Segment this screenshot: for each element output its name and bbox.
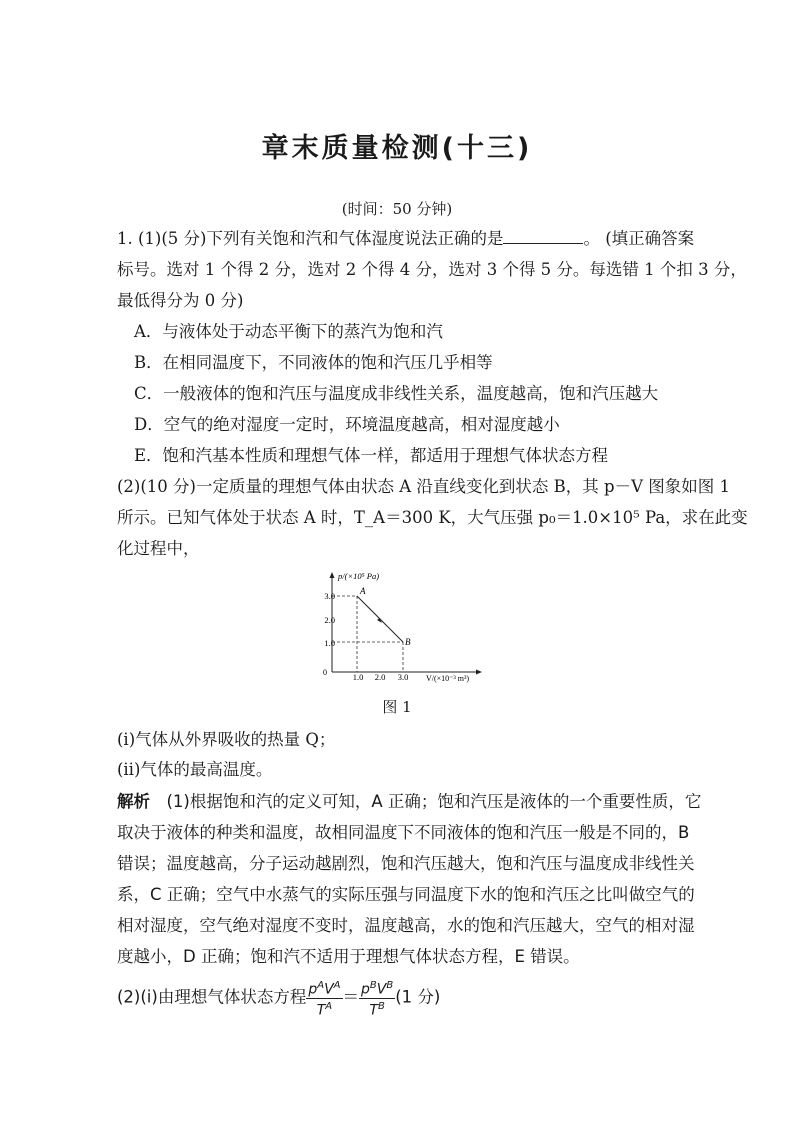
answer-line-1 [117,792,702,812]
figure-caption: 图 1 [382,698,412,716]
formula-score: (1 分) [395,987,441,1007]
answer-blank [503,229,583,244]
q1-part2-line3: 化过程中， [117,539,200,558]
y-axis-arrow [330,572,335,578]
answer-label: 解析 [117,792,150,811]
x-axis-arrow [476,670,482,675]
q1-part1-text-tail: 。 (填正确答案 [583,229,695,248]
y-axis-label: p/(×10⁵ Pa) [338,571,380,581]
y-tick-label: 3.0 [324,591,335,601]
page-title: 章末质量检测(十三) [261,133,533,164]
y-tick-label: 1.0 [324,638,335,648]
option-a: A．与液体处于动态平衡下的蒸汽为饱和汽 [134,322,443,341]
point-a-label: A [360,586,366,596]
q1-part1-line2: 标号。选对 1 个得 2 分，选对 2 个得 4 分，选对 3 个得 5 分。每选错 1 个扣 3 分， [117,260,747,279]
formula-prefix: (2)(ⅰ)由理想气体状态方程 [117,987,307,1007]
y-tick-label: 2.0 [324,615,335,625]
pv-diagram [300,568,500,686]
sub-question-i: (ⅰ)气体从外界吸收的热量 Q； [117,730,336,749]
sub-question-ii: (ⅱ)气体的最高温度。 [117,760,273,779]
answer-line-5: 相对湿度，空气绝对湿度不变时，温度越高，水的饱和汽压越大，空气的相对湿 [117,916,695,935]
option-c: C．一般液体的饱和汽压与温度成非线性关系，温度越高，饱和汽压越大 [134,384,659,403]
x-tick-label: 2.0 [374,672,386,682]
fraction-state-b: $\frac{p^BV^B}{T^B}$ [361,980,394,1019]
q1-part1-text: 1. (1)(5 分)下列有关饱和汽和气体湿度说法正确的是 [117,229,504,248]
formula-line [117,978,679,1018]
x-tick-label: 1.0 [352,672,364,682]
x-axis-label: V/(×10⁻³ m³) [426,674,470,683]
equals-sign: ＝ [342,987,359,1007]
answer-line-3: 错误；温度越高，分子运动越剧烈，饱和汽压越大，饱和汽压与温度成非线性关 [117,854,695,873]
option-e: E．饱和汽基本性质和理想气体一样，都适用于理想气体状态方程 [134,446,609,465]
q1-part1-line3: 最低得分为 0 分) [117,291,244,310]
q1-part1-line1 [117,229,695,249]
option-d: D．空气的绝对湿度一定时，环境温度越高，相对湿度越小 [134,415,560,434]
point-b-label: B [405,637,411,647]
q1-part2-line2: 所示。已知气体处于状态 A 时，T_A＝300 K，大气压强 p₀＝1.0×10⁵ Pa，求在此变 [117,508,748,527]
q1-part2-line1: (2)(10 分)一定质量的理想气体由状态 A 沿直线变化到状态 B，其 p－V 图象如图 1 [117,477,730,496]
fraction-state-a: $\frac{p^AV^A}{T^A}$ [308,980,341,1019]
answer-line-4: 系，C 正确；空气中水蒸气的实际压强与同温度下水的饱和汽压之比叫做空气的 [117,885,695,904]
answer-line-6: 度越小，D 正确；饱和汽不适用于理想气体状态方程，E 错误。 [117,947,580,966]
origin-label: 0 [323,668,327,677]
exam-time: (时间：50 分钟) [341,200,453,218]
answer-line-2: 取决于液体的种类和温度，故相同温度下不同液体的饱和汽压一般是不同的，B [117,823,690,842]
answer-text: (1)根据饱和汽的定义可知，A 正确；饱和汽压是液体的一个重要性质，它 [166,792,702,811]
option-b: B．在相同温度下，不同液体的饱和汽压几乎相等 [134,353,493,372]
x-tick-label: 3.0 [397,672,409,682]
